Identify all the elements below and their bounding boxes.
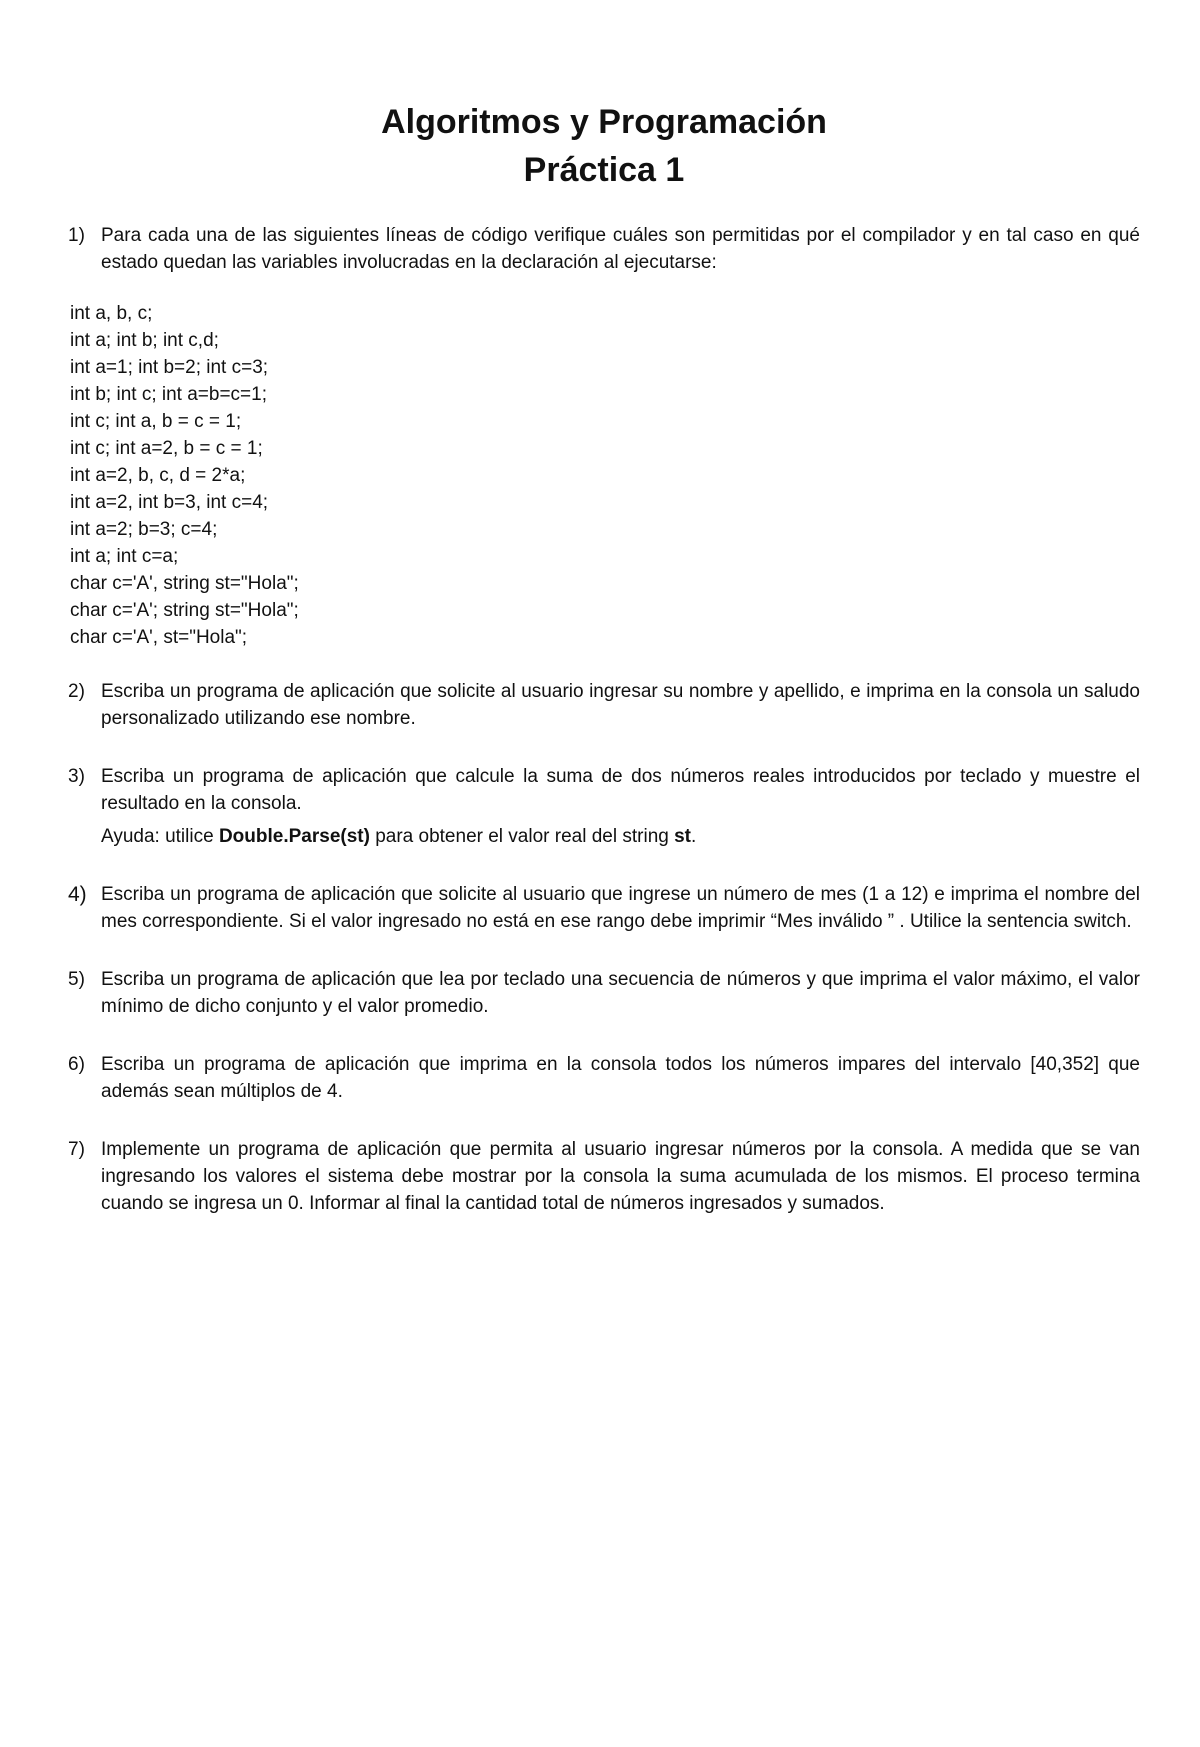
exercise-text: Para cada una de las siguientes líneas de código verifique cuáles son permitidas por el compilador y en tal caso en qué estado quedan las variables involucradas en la declaración al ejecutarse:: [101, 225, 1140, 273]
page-title: Algoritmos y Programación: [381, 103, 827, 141]
exercise-6: [68, 1051, 1140, 1105]
exercise-2: [68, 678, 1140, 732]
code-line: int a; int c=a;: [70, 546, 179, 567]
hint-prefix: Ayuda: utilice: [101, 826, 219, 847]
exercise-number: 7): [68, 1139, 85, 1160]
hint-middle: para obtener el valor real del string: [369, 826, 675, 847]
exercise-4: [68, 881, 1140, 935]
code-line: char c='A', string st="Hola";: [70, 573, 299, 594]
code-line: int b; int c; int a=b=c=1;: [70, 384, 267, 405]
code-line: char c='A'; string st="Hola";: [70, 600, 299, 621]
exercise-text: Escriba un programa de aplicación que imprima en la consola todos los números impares del intervalo [40,352] que además sean múltiplos de 4.: [101, 1054, 1140, 1102]
exercise-text: Escriba un programa de aplicación que solicite al usuario ingresar su nombre y apellido, e imprima en la consola un saludo personalizado utilizando ese nombre.: [101, 681, 1140, 729]
code-line: int a=2, b, c, d = 2*a;: [70, 465, 246, 486]
hint-suffix: .: [691, 826, 697, 847]
hint-text: [101, 823, 1140, 850]
page-subtitle: Práctica 1: [523, 151, 685, 189]
exercise-number: 4): [68, 883, 87, 906]
code-line: int a=1; int b=2; int c=3;: [70, 357, 269, 378]
exercise-3: [68, 763, 1140, 850]
exercise-text: Escriba un programa de aplicación que solicite al usuario que ingrese un número de mes (1 a 12) e imprima el nombre del mes correspondiente. Si el valor ingresado no está en ese rango debe imprimir “Mes inválido ” . Utilice la sentencia switch.: [101, 884, 1140, 932]
hint-var: st: [674, 826, 692, 847]
exercise-1: [68, 222, 1140, 276]
exercise-number: 3): [68, 766, 85, 787]
code-line: int a=2, int b=3, int c=4;: [70, 492, 269, 513]
code-line: char c='A', st="Hola";: [70, 627, 248, 648]
exercise-text: Implemente un programa de aplicación que permita al usuario ingresar números por la consola. A medida que se van ingresando los valores el sistema debe mostrar por la consola la suma acumulada de los mismos. El proceso termina cuando se ingresa un 0. Informar al final la cantidad total de números ingresados y sumados.: [101, 1139, 1140, 1214]
code-lines: [70, 300, 1140, 651]
exercise-text: Escriba un programa de aplicación que calcule la suma de dos números reales introducidos por teclado y muestre el resultado en la consola.: [101, 766, 1140, 814]
exercise-number: 2): [68, 681, 85, 702]
code-line: int c; int a=2, b = c = 1;: [70, 438, 263, 459]
exercise-number: 1): [68, 225, 85, 246]
code-line: int a; int b; int c,d;: [70, 330, 219, 351]
exercise-text: Escriba un programa de aplicación que lea por teclado una secuencia de números y que imprima el valor máximo, el valor mínimo de dicho conjunto y el valor promedio.: [101, 969, 1140, 1017]
exercise-5: [68, 966, 1140, 1020]
code-line: int a, b, c;: [70, 303, 153, 324]
exercise-number: 6): [68, 1054, 85, 1075]
code-line: int c; int a, b = c = 1;: [70, 411, 242, 432]
exercise-7: [68, 1136, 1140, 1217]
code-line: int a=2; b=3; c=4;: [70, 519, 218, 540]
hint-code: Double.Parse(st): [218, 826, 370, 847]
exercise-number: 5): [68, 969, 85, 990]
